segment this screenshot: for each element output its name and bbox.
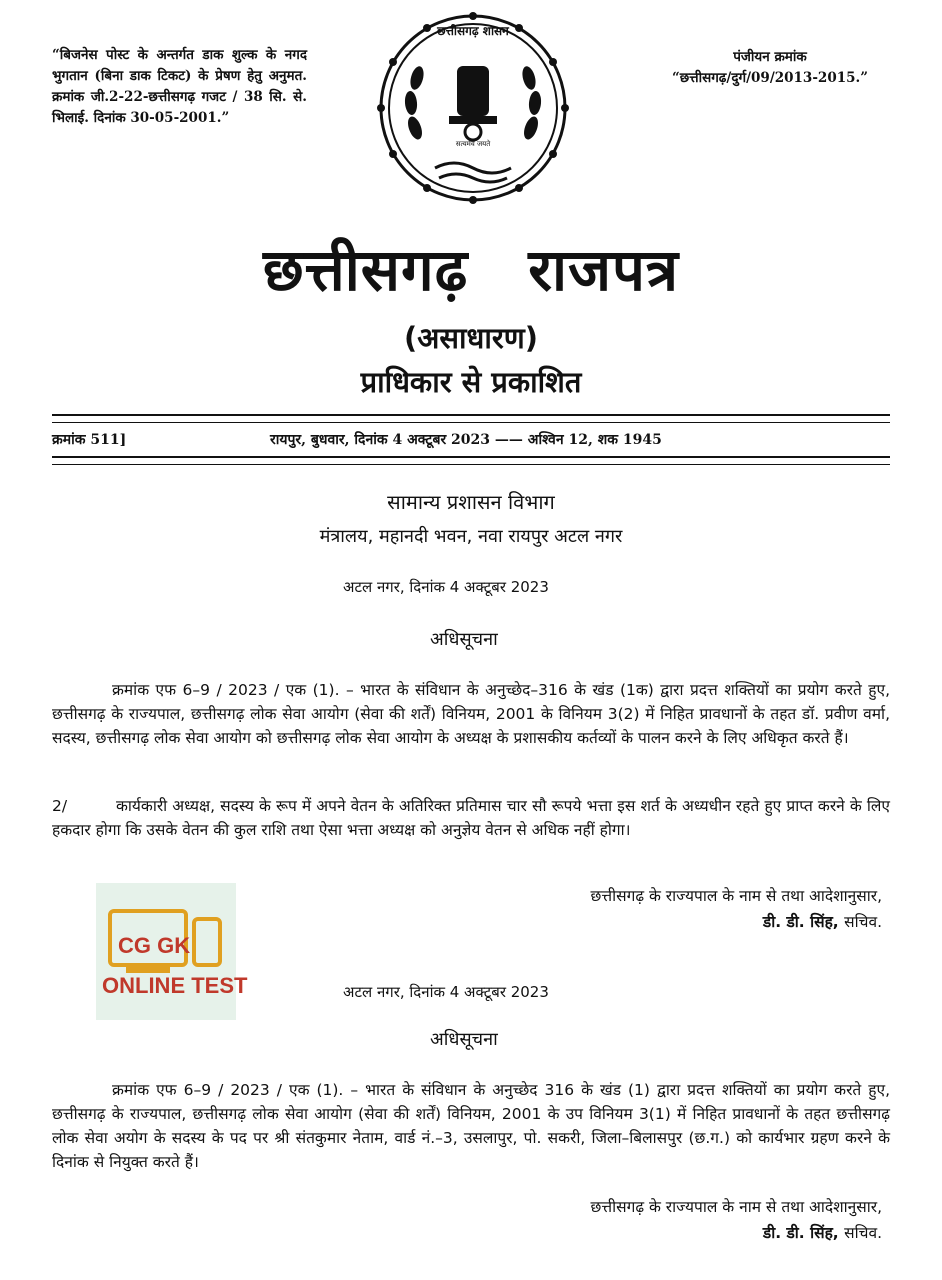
issue-dateline: रायपुर, बुधवार, दिनांक 4 अक्टूबर 2023 —— अश्विन 12, शक 1945: [270, 432, 662, 448]
authority-label: प्राधिकार से प्रकाशित: [360, 365, 582, 399]
department-address: मंत्रालय, महानदी भवन, नवा रायपुर अटल नगर: [319, 526, 623, 547]
postal-permit-note: “बिजनेस पोस्ट के अन्तर्गत डाक शुल्क के नगद भुगतान (बिना डाक टिकट) के प्रेषण हेतु अनुमत. क्रमांक जी.2-22-छत्तीसगढ़ गजट / 38 सि. से. भिलाई. दिनांक 30-05-2001.”: [52, 47, 307, 126]
notice-2-paragraph-1: क्रमांक एफ 6–9 / 2023 / एक (1). – भारत के संविधान के अनुच्छेद 316 के खंड (1) द्वारा प्रदत्त शक्तियों का प्रयोग करते हुए, छत्तीसगढ़ के राज्यपाल, छत्तीसगढ़ लोक सेवा आयोग (सेवा की शर्तें) विनियम, 2001 के उप विनियम 3(1) में निहित प्रावधानों के तहत छत्तीसगढ़ लोक सेवा अयोग के सदस्य के पद पर श्री संतकुमार नेताम, वार्ड नं.–3, उसलापुर, पो. सकरी, जिला–बिलासपुर (छ.ग.) को कार्यभार ग्रहण करने के दिनांक से नियुक्त करते हैं।: [52, 1081, 890, 1171]
emblem-top-text: छत्तीसगढ़ शासन: [437, 24, 509, 38]
registration-block: [655, 47, 885, 89]
notice-2-signer: डी. डी. सिंह, सचिव.: [762, 1224, 882, 1242]
notice-2-order-line: छत्तीसगढ़ के राज्यपाल के नाम से तथा आदेशानुसार,: [590, 1198, 882, 1216]
masthead-word-2: राजपत्र: [528, 236, 680, 304]
emblem-motto: सत्यमेव जयते: [455, 140, 491, 148]
masthead: [0, 228, 942, 307]
notice-2-heading: अधिसूचना: [430, 1029, 498, 1050]
watermark-line-1: CG GK: [118, 933, 191, 958]
masthead-word-1: छत्तीसगढ़: [262, 236, 469, 304]
issue-number: क्रमांक 511]: [52, 432, 127, 448]
notice-1-date: अटल नगर, दिनांक 4 अक्टूबर 2023: [343, 578, 549, 596]
registration-label: पंजीयन क्रमांक: [733, 49, 807, 65]
notice-1-para-number: 2/: [52, 797, 68, 815]
notice-1-signer: डी. डी. सिंह, सचिव.: [762, 913, 882, 931]
registration-number: “छत्तीसगढ़/दुर्ग/09/2013-2015.”: [672, 70, 868, 86]
watermark-logo: [96, 883, 248, 1020]
notice-2-date: अटल नगर, दिनांक 4 अक्टूबर 2023: [343, 983, 549, 1001]
notice-1-order-line: छत्तीसगढ़ के राज्यपाल के नाम से तथा आदेशानुसार,: [590, 887, 882, 905]
extraordinary-label: (असाधारण): [404, 321, 538, 355]
notice-1-heading: अधिसूचना: [430, 629, 498, 650]
watermark-line-2: ONLINE TEST: [102, 973, 248, 998]
notice-1-paragraph-2: 2/ कार्यकारी अध्यक्ष, सदस्य के रूप में अपने वेतन के अतिरिक्त प्रतिमास चार सौ रूपये भत्ता इस शर्त के अध्यधीन रहते हुए प्राप्त करने के लिए हकदार होगा कि उसके वेतन की कुल राशि तथा ऐसा भत्ता अध्यक्ष को अनुज्ञेय वेतन से अधिक नहीं होगा।: [52, 794, 890, 842]
header-rule-top: [52, 414, 890, 423]
department-title: सामान्य प्रशासन विभाग: [387, 490, 555, 514]
notice-1-paragraph-1: क्रमांक एफ 6–9 / 2023 / एक (1). – भारत के संविधान के अनुच्छेद–316 के खंड (1क) द्वारा प्रदत्त शक्तियों का प्रयोग करते हुए, छत्तीसगढ़ के राज्यपाल, छत्तीसगढ़ लोक सेवा आयोग (सेवा की शर्तें) विनियम, 2001 के विनियम 3(2) में निहित प्रावधानों के तहत डॉ. प्रवीण वर्मा, सदस्य, छत्तीसगढ़ लोक सेवा आयोग को छत्तीसगढ़ लोक सेवा आयोग के अध्यक्ष के प्रशासकीय कर्तव्यों के पालन करने के लिए अधिकृत करते हैं।: [52, 681, 890, 747]
header-rule-bottom: [52, 456, 890, 465]
